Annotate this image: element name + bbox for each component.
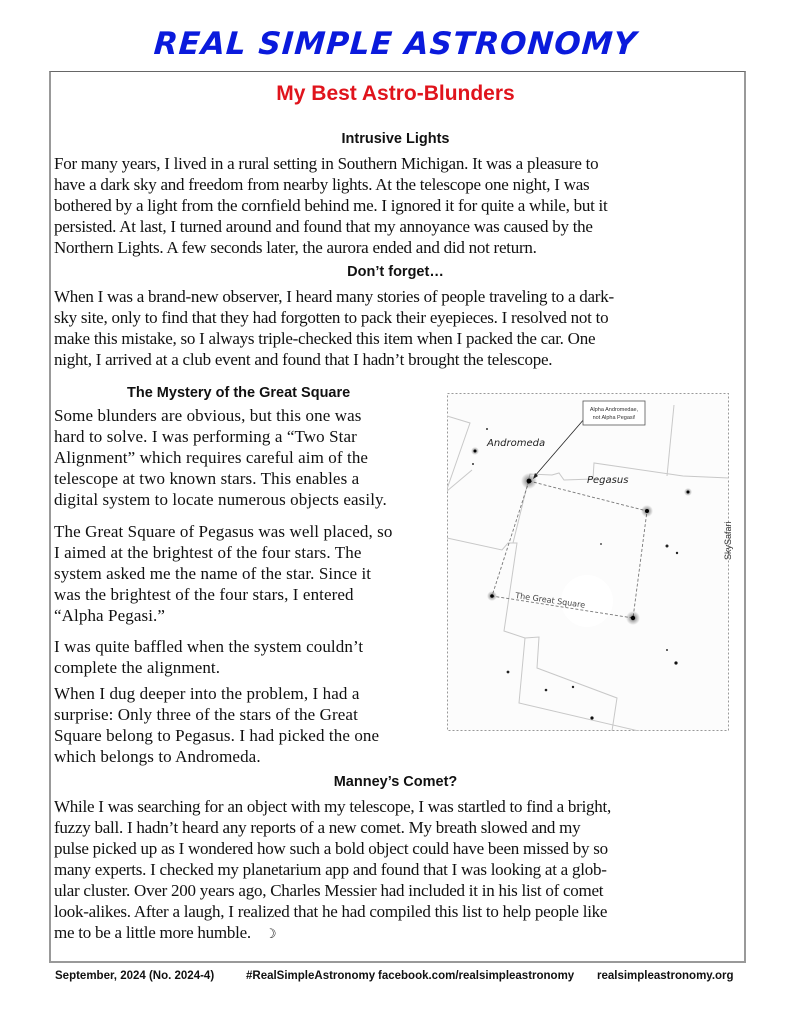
crescent-moon-icon: ☽ — [264, 926, 277, 941]
text-line: have a dark sky and freedom from nearby lights. At the telescope one night, I was — [54, 175, 590, 194]
text-line: ular cluster. Over 200 years ago, Charles Messier had included it in his list of comet — [54, 881, 604, 900]
text-line: telescope at two known stars. This enables a — [54, 469, 360, 488]
paragraph-great-square-2 — [54, 521, 392, 626]
text-line: digital system to locate numerous objects easily. — [54, 490, 387, 509]
text-line: night, I arrived at a club event and found that I hadn’t brought the telescope. — [54, 350, 553, 369]
section-heading-great-square: The Mystery of the Great Square — [127, 385, 351, 401]
callout-line-1: Alpha Andromedae, — [589, 407, 639, 413]
text-line: I was quite baffled when the system couldn’t — [54, 637, 364, 656]
text-line: me to be a little more humble. — [54, 923, 251, 942]
text-line: When I was a brand-new observer, I heard many stories of people traveling to a dark- — [54, 287, 614, 306]
paragraph-manneys-comet — [54, 796, 611, 944]
section-heading-dont-forget: Don’t forget… — [347, 264, 444, 280]
text-line: Alignment” which requires careful aim of the — [54, 448, 369, 467]
text-line: sky site, only to find that they had forgotten to pack their eyepieces. I resolved not to — [54, 308, 609, 327]
section-heading-intrusive-lights: Intrusive Lights — [341, 131, 450, 147]
text-line: For many years, I lived in a rural setting in Southern Michigan. It was a pleasure to — [54, 154, 599, 173]
footer-hashtag[interactable]: #RealSimpleAstronomy — [246, 970, 376, 982]
label-pegasus: Pegasus — [587, 475, 629, 486]
text-line: which belongs to Andromeda. — [54, 747, 261, 766]
text-line-with-end-mark — [54, 922, 611, 944]
text-line: system asked me the name of the star. Since it — [54, 564, 372, 583]
text-line: Some blunders are obvious, but this one was — [54, 406, 362, 425]
text-line: Square belong to Pegasus. I had picked the one — [54, 726, 380, 745]
callout-line-2: not Alpha Pegasi! — [592, 415, 636, 421]
text-line: The Great Square of Pegasus was well placed, so — [54, 522, 393, 541]
text-line: While I was searching for an object with my telescope, I was startled to find a bright, — [54, 797, 612, 816]
footer-facebook-link[interactable]: facebook.com/realsimpleastronomy — [378, 970, 575, 982]
footer-issue: September, 2024 (No. 2024-4) — [55, 970, 215, 982]
footer-website-link[interactable]: realsimpleastronomy.org — [597, 970, 734, 982]
paragraph-intrusive-lights — [54, 153, 608, 258]
text-line: many experts. I checked my planetarium app and found that I was looking at a glob- — [54, 860, 607, 879]
star-map-figure — [447, 393, 729, 731]
image-credit: SkySafari — [723, 521, 733, 560]
text-line: Northern Lights. A few seconds later, the aurora ended and did not return. — [54, 238, 537, 257]
text-line: hard to solve. I was performing a “Two Star — [54, 427, 357, 446]
paragraph-great-square-3 — [54, 636, 363, 678]
text-line: surprise: Only three of the stars of the Great — [54, 705, 358, 724]
text-line: look-alikes. After a laugh, I realized that he had compiled this list to help people like — [54, 902, 608, 921]
section-heading-manneys-comet: Manney’s Comet? — [333, 774, 458, 790]
text-line: was the brightest of the four stars, I entered — [54, 585, 354, 604]
article-title: My Best Astro-Blunders — [276, 82, 515, 105]
text-line: complete the alignment. — [54, 658, 221, 677]
text-line: bothered by a light from the cornfield behind me. I ignored it for quite a while, but it — [54, 196, 608, 215]
paragraph-great-square-1 — [54, 405, 387, 510]
text-line: fuzzy ball. I hadn’t heard any reports of a new comet. My breath slowed and my — [54, 818, 581, 837]
text-line: When I dug deeper into the problem, I had a — [54, 684, 360, 703]
text-line: make this mistake, so I always triple-checked this item when I packed the car. One — [54, 329, 596, 348]
text-line: pulse picked up as I wondered how such a bold object could have been missed by so — [54, 839, 608, 858]
text-line: “Alpha Pegasi.” — [54, 606, 166, 625]
label-andromeda: Andromeda — [487, 438, 546, 449]
callout-box — [583, 401, 645, 425]
masthead-title: REAL SIMPLE ASTRONOMY — [152, 26, 639, 62]
text-line: persisted. At last, I turned around and found that my annoyance was caused by the — [54, 217, 593, 236]
label-great-square: The Great Square — [514, 591, 586, 610]
paragraph-dont-forget — [54, 286, 614, 370]
text-line: I aimed at the brightest of the four stars. The — [54, 543, 362, 562]
paragraph-great-square-4 — [54, 683, 379, 767]
